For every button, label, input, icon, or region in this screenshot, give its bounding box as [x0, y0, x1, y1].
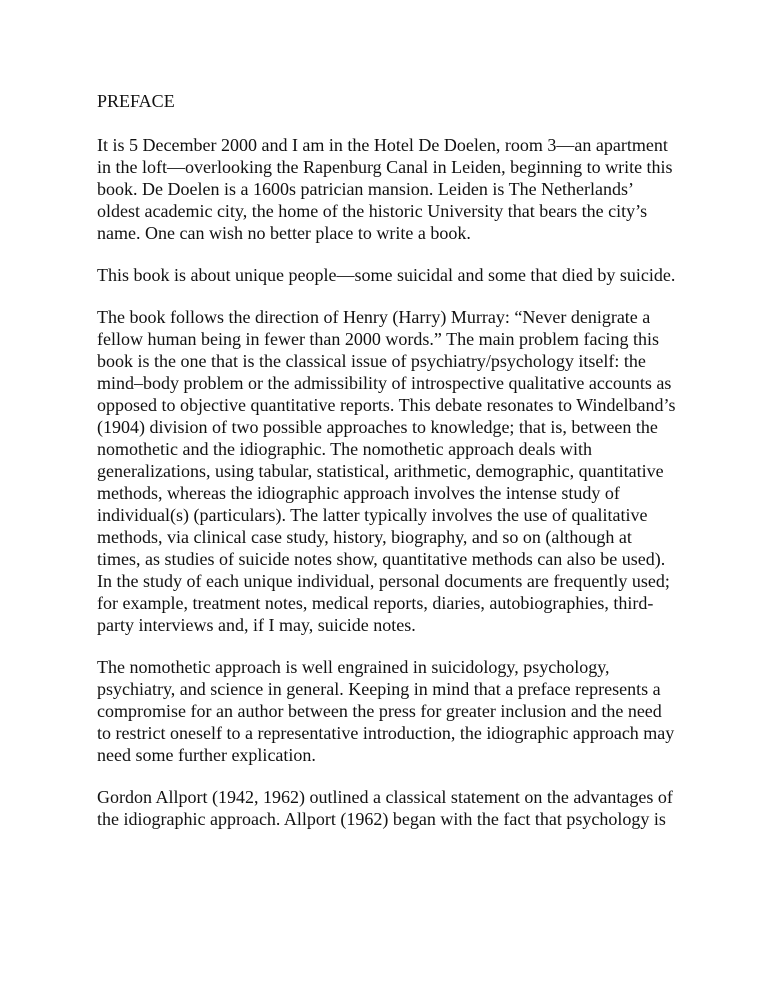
document-page	[97, 90, 677, 850]
paragraph-1: It is 5 December 2000 and I am in the Hotel De Doelen, room 3—an apartment in the loft—overlooking the Rapenburg Canal in Leiden, beginning to write this book. De Doelen is a 1600s patrician mansion. Leiden is The Netherlands’ oldest academic city, the home of the historic University that bears the city’s name. One can wish no better place to write a book.	[97, 135, 673, 243]
paragraph-4: The nomothetic approach is well engrained in suicidology, psychology, psychiatry, and science in general. Keeping in mind that a preface represents a compromise for an author between the press for greater inclusion and the need to restrict oneself to a representative introduction, the idiographic approach may need some further explication.	[97, 657, 675, 765]
paragraph-5: Gordon Allport (1942, 1962) outlined a classical statement on the advantages of the idiographic approach. Allport (1962) began with the fact that psychology is	[97, 787, 673, 829]
paragraph-3: The book follows the direction of Henry (Harry) Murray: “Never denigrate a fellow human being in fewer than 2000 words.” The main problem facing this book is the one that is the classical issue of psychiatry/psychology itself: the mind–body problem or the admissibility of introspective qualitative accounts as opposed to objective quantitative reports. This debate resonates to Windelband’s (1904) division of two possible approaches to knowledge; that is, between the nomothetic and the idiographic. The nomothetic approach deals with generalizations, using tabular, statistical, arithmetic, demographic, quantitative methods, whereas the idiographic approach involves the intense study of individual(s) (particulars). The latter typically involves the use of qualitative methods, via clinical case study, history, biography, and so on (although at times, as studies of suicide notes show, quantitative methods can also be used). In the study of each unique individual, personal documents are frequently used; for example, treatment notes, medical reports, diaries, autobiographies, third-party interviews and, if I may, suicide notes.	[97, 307, 676, 635]
paragraph-2: This book is about unique people—some suicidal and some that died by suicide.	[97, 265, 676, 285]
page-heading: PREFACE	[97, 91, 175, 111]
